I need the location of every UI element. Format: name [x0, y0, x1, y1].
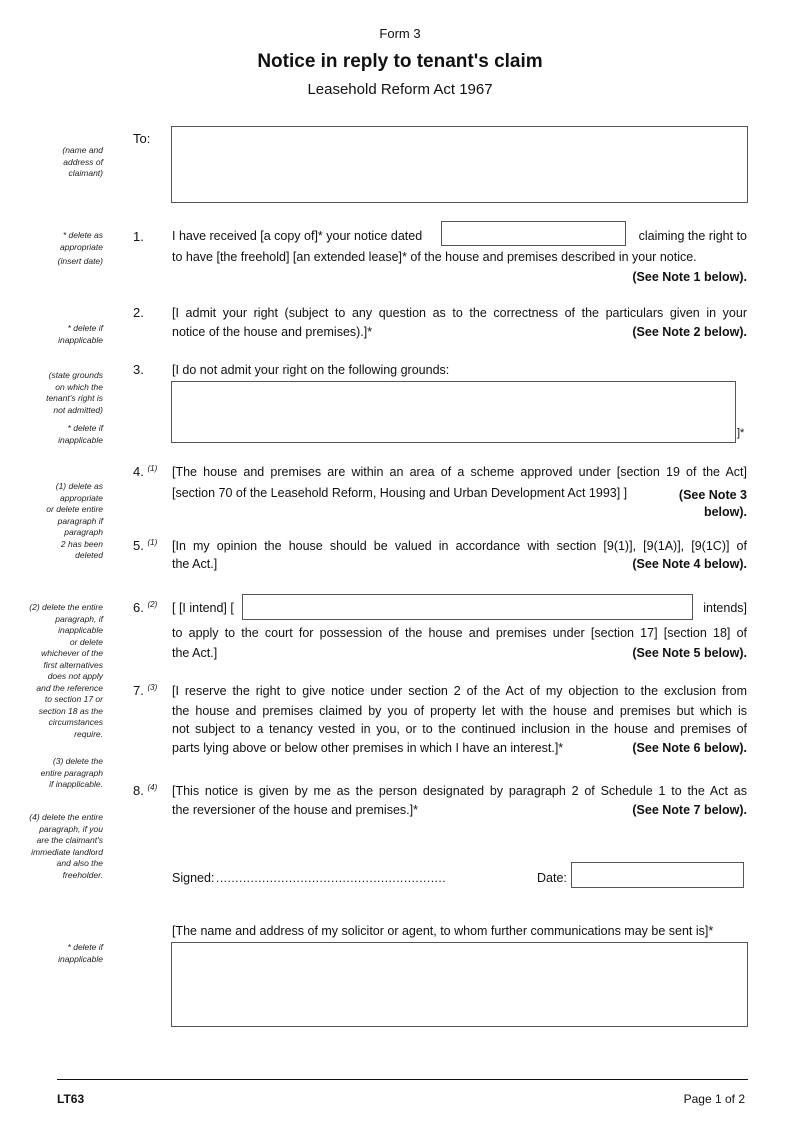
margin-note-item3-grounds: [0, 370, 103, 416]
margin-note-line: does not apply: [47, 671, 103, 681]
claimant-name-address-input[interactable]: [172, 127, 747, 202]
margin-note-line: (4) delete the entire: [29, 812, 103, 822]
item-6-text-line2: to apply to the court for possession of the house and premises under [section 17] [section 18] of: [172, 626, 747, 640]
item-8-text-line2: the reversioner of the house and premises.]*: [172, 803, 418, 817]
form-code: LT63: [57, 1092, 85, 1106]
item-1-text-after: claiming the right to: [638, 229, 747, 243]
margin-note-line: inapplicable: [58, 625, 103, 635]
item-7-text-line3: not subject to a tenancy vested in you, or to the continued inclusion in the house and premises of: [172, 722, 747, 736]
item-7-text-line4: parts lying above or below other premises in which I have an interest.]*: [172, 741, 564, 755]
margin-note-line: paragraph, if you: [39, 823, 103, 834]
item-2-number: 2.: [133, 305, 144, 320]
margin-note-line: claimant): [68, 168, 103, 178]
margin-note-line: inapplicable: [58, 434, 103, 445]
item-1-number: 1.: [133, 229, 144, 244]
margin-note-line: and the reference: [36, 682, 103, 693]
signed-label: Signed:: [172, 871, 215, 885]
margin-note-line: (1) delete as: [55, 481, 103, 491]
margin-note-line: entire paragraph: [40, 767, 103, 778]
item-1-text-before: I have received [a copy of]* your notice dated: [172, 229, 423, 243]
notice-date-field[interactable]: [441, 221, 626, 246]
margin-note-item1: [0, 230, 103, 268]
margin-note-line: paragraph: [64, 527, 103, 537]
margin-note-line: (3) delete the: [52, 756, 103, 766]
margin-note-line: circumstances: [48, 717, 103, 727]
margin-note-items-4-5: [0, 481, 103, 562]
item-5-note-ref: (See Note 4 below).: [632, 557, 747, 571]
item-4-text-line1: [The house and premises are within an area of a scheme approved under [section 19 of the Act]: [172, 465, 747, 479]
solicitor-address-field[interactable]: [171, 942, 748, 1027]
item-8-note-ref: (See Note 7 below).: [632, 803, 747, 817]
page-indicator: Page 1 of 2: [683, 1092, 745, 1106]
item-6-text-after: intends]: [703, 601, 747, 615]
page-title: Notice in reply to tenant's claim: [257, 51, 543, 72]
page-subtitle: Leasehold Reform Act 1967: [307, 81, 493, 98]
margin-note-line: deleted: [75, 550, 103, 560]
margin-note-line: freeholder.: [62, 869, 103, 880]
margin-note-item8: [0, 812, 103, 881]
grounds-field[interactable]: [171, 381, 736, 443]
signature-date-input[interactable]: [572, 863, 743, 887]
margin-note-to: [0, 145, 103, 180]
solicitor-address-input[interactable]: [172, 943, 747, 1026]
margin-note-line: (insert date): [57, 256, 103, 266]
margin-note-line: inapplicable: [58, 334, 103, 345]
margin-note-line: address of: [63, 156, 103, 167]
margin-note-item3-delete: [0, 423, 103, 446]
item-6-note-ref: (See Note 5 below).: [632, 646, 747, 660]
margin-note-line: inapplicable: [58, 953, 103, 964]
item-5-footnote-ref: (1): [147, 538, 158, 547]
item-6-number-text: 6.: [133, 600, 144, 615]
margin-note-line: appropriate: [59, 492, 103, 503]
item-7-note-ref: (See Note 6 below).: [632, 741, 747, 755]
item-2-text-line1: [I admit your right (subject to any question as to the correctness of the particulars given in your: [172, 306, 747, 320]
item-3-text: [I do not admit your right on the following grounds:: [172, 363, 450, 377]
intending-party-field[interactable]: [242, 594, 693, 620]
item-6-text-before: [ [I intend] [: [172, 601, 234, 615]
claimant-name-address-field[interactable]: [171, 126, 748, 203]
margin-note-item7: [0, 756, 103, 791]
item-7-text-line1: [I reserve the right to give notice under section 2 of the Act of my objection to the exclusion from: [172, 684, 747, 698]
item-4-note-ref-b: below).: [703, 505, 747, 519]
item-3-number: 3.: [133, 362, 144, 377]
margin-note-line: are the claimant's: [36, 835, 103, 845]
margin-note-line: section 18 as the: [38, 705, 103, 716]
footer-divider: [57, 1079, 748, 1080]
item-5-text-line2: the Act.]: [172, 557, 218, 571]
item-7-footnote-ref: (3): [147, 683, 158, 692]
grounds-input[interactable]: [172, 382, 735, 442]
item-1-text-line2: to have [the freehold] [an extended lease]* of the house and premises described in your notice.: [172, 250, 697, 264]
item-8-number-text: 8.: [133, 783, 144, 798]
margin-note-line: first alternatives: [43, 659, 103, 670]
item-7-number-text: 7.: [133, 683, 144, 698]
margin-note-line: immediate landlord: [31, 846, 103, 857]
solicitor-label: [The name and address of my solicitor or agent, to whom further communications may be sent is]*: [172, 924, 714, 938]
item-3-close-bracket: ]*: [737, 427, 745, 439]
margin-note-line: require.: [74, 728, 103, 739]
notice-date-input[interactable]: [442, 222, 625, 245]
margin-note-line: on which the: [55, 381, 103, 392]
item-8-footnote-ref: (4): [147, 783, 158, 792]
item-6-text-line3: the Act.]: [172, 646, 218, 660]
margin-note-item6: [0, 602, 103, 740]
margin-note-line: tenant's right is: [46, 393, 103, 403]
item-6-number: [133, 600, 157, 615]
form-number: Form 3: [379, 26, 421, 41]
item-8-number: [133, 783, 157, 798]
margin-note-line: if inapplicable.: [49, 779, 103, 789]
margin-note-line: to section 17 or: [44, 694, 103, 704]
margin-note-line: appropriate: [59, 241, 103, 252]
item-5-text-line1: [In my opinion the house should be valued in accordance with section [9(1)], [9(1A)], [9(1C)] of: [172, 539, 747, 553]
margin-note-line: * delete as: [62, 230, 103, 240]
item-4-footnote-ref: (1): [147, 464, 158, 473]
item-1-note-ref: (See Note 1 below).: [632, 270, 747, 284]
item-8-text-line1: [This notice is given by me as the person designated by paragraph 2 of Schedule 1 to the Act as: [172, 784, 747, 798]
item-4-text-line2: [section 70 of the Leasehold Reform, Housing and Urban Development Act 1993] ]: [172, 486, 628, 500]
margin-note-line: (name and: [62, 145, 103, 155]
margin-note-line: whichever of the: [41, 648, 103, 658]
item-5-number: [133, 538, 157, 553]
margin-note-line: * delete if: [67, 942, 103, 952]
margin-note-line: paragraph if: [57, 515, 103, 526]
margin-note-line: paragraph, if: [55, 613, 103, 624]
margin-note-item2: [0, 323, 103, 346]
item-2-text-line2: notice of the house and premises).]*: [172, 325, 373, 339]
date-label: Date:: [537, 871, 567, 885]
margin-note-line: (state grounds: [48, 370, 103, 380]
margin-note-line: or delete: [69, 636, 103, 647]
signature-line[interactable]: ............................................................: [216, 871, 447, 885]
item-2-note-ref: (See Note 2 below).: [632, 325, 747, 339]
margin-note-line: * delete if: [67, 423, 103, 433]
item-7-text-line2: the house and premises claimed by you of property let with the house and premises but which is: [172, 704, 747, 718]
intending-party-input[interactable]: [243, 595, 692, 619]
item-4-number: [133, 464, 157, 479]
to-label: To:: [133, 131, 151, 146]
margin-note-line: 2 has been: [60, 538, 103, 549]
margin-note-solicitor: [0, 942, 103, 965]
margin-note-line: * delete if: [67, 323, 103, 333]
margin-note-line: and also the: [56, 858, 103, 868]
margin-note-line: (2) delete the entire: [29, 602, 103, 612]
item-4-number-text: 4.: [133, 464, 144, 479]
item-6-footnote-ref: (2): [147, 600, 158, 609]
signature-date-field[interactable]: [571, 862, 744, 888]
margin-note-line: not admitted): [53, 404, 103, 415]
item-7-number: [133, 683, 157, 698]
item-5-number-text: 5.: [133, 538, 144, 553]
margin-note-line: or delete entire: [46, 504, 103, 514]
item-4-note-ref-a: (See Note 3: [678, 488, 747, 502]
